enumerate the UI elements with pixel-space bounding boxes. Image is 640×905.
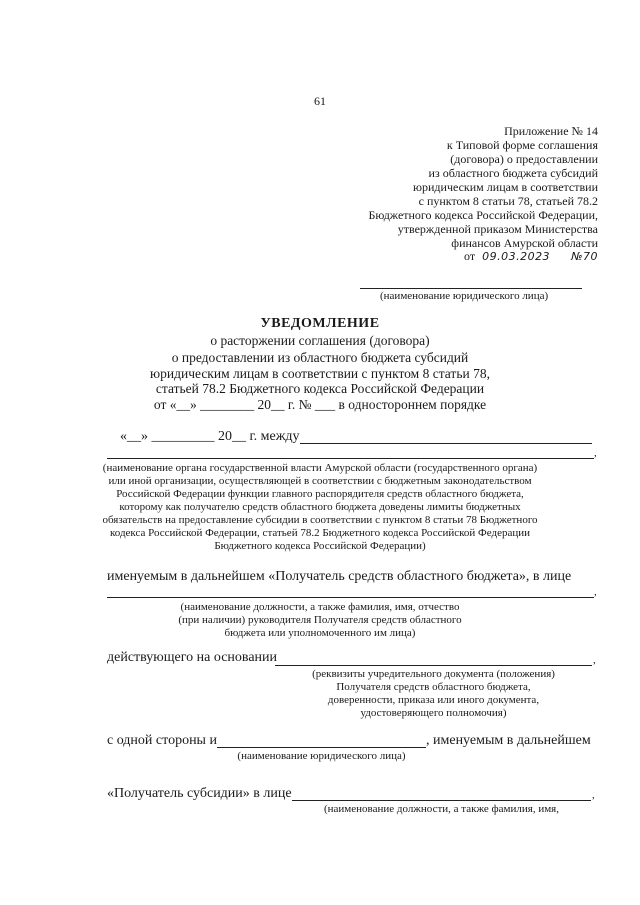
basis-caption-1: (реквизиты учредительного документа (положения) xyxy=(312,668,555,680)
authority-caption-7: Бюджетного кодекса Российской Федерации) xyxy=(214,540,426,552)
appendix-line-6: с пунктом 8 статьи 78, статьей 78.2 xyxy=(418,194,598,208)
authority-caption-1: (наименование органа государственной власти Амурской области (государственного органа) xyxy=(102,462,538,474)
authority-caption-4: которому как получателю средств областного бюджета доведены лимиты бюджетных xyxy=(119,501,521,513)
authority-caption-2: или иной организации, осуществляющей в соответствии с бюджетным законодательством xyxy=(108,475,532,487)
appendix-line-2: к Типовой форме соглашения xyxy=(446,138,598,152)
title-line-2: о предоставлении из областного бюджета субсидий xyxy=(171,350,469,365)
appendix-line-5: юридическим лицам в соответствии xyxy=(413,180,598,194)
legal-entity-caption: (наименование юридического лица) xyxy=(380,290,549,302)
appendix-line-4: из областного бюджета субсидий xyxy=(428,166,598,180)
basis-underline xyxy=(275,665,592,666)
position-comma: , xyxy=(594,586,597,598)
page-number: 61 xyxy=(314,94,326,108)
appendix-line-3: (договора) о предоставлении xyxy=(450,152,598,166)
appendix-line-1: Приложение № 14 xyxy=(504,124,598,138)
authority-caption-6: кодекса Российской Федерации, статьей 78.2 Бюджетного кодекса Российской Федерации xyxy=(109,527,530,539)
basis-comma: , xyxy=(593,654,596,666)
title-line-5: от «__» ________ 20__ г. № ___ в одностороннем порядке xyxy=(153,397,487,412)
position-underline xyxy=(107,597,594,598)
appendix-from-prefix: от xyxy=(463,249,476,263)
basis-caption-3: доверенности, приказа или иного документа, xyxy=(327,694,540,706)
title-line-1: о расторжении соглашения (договора) xyxy=(210,333,430,348)
side-suffix: , именуемым в дальнейшем xyxy=(426,733,591,748)
authority-comma: , xyxy=(594,447,597,459)
legal-entity-underline xyxy=(360,288,582,289)
subsidy-label: «Получатель субсидии» в лице xyxy=(107,786,292,801)
between-underline xyxy=(300,443,592,444)
subsidy-caption: (наименование должности, а также фамилия, имя, xyxy=(323,803,559,815)
title-line-4: статьей 78.2 Бюджетного кодекса Российской Федерации xyxy=(155,381,485,396)
appendix-line-8: утвержденной приказом Министерства xyxy=(397,222,598,236)
title-line-3: юридическим лицам в соответствии с пунктом 8 статьи 78, xyxy=(150,366,490,381)
date-between-text: «__» _________ 20__ г. между xyxy=(120,429,300,444)
side-label: с одной стороны и xyxy=(107,733,217,748)
appendix-line-9: финансов Амурской области xyxy=(451,236,598,250)
position-caption-1: (наименование должности, а также фамилия, имя, отчество xyxy=(180,601,460,613)
position-caption-3: бюджета или уполномоченного им лица) xyxy=(224,627,416,639)
authority-caption-3: Российской Федерации функции главного распорядителя средств областного бюджета, xyxy=(116,488,524,500)
authority-underline xyxy=(107,458,594,459)
recipient-text: именуемым в дальнейшем «Получатель средств областного бюджета», в лице xyxy=(107,569,572,584)
basis-caption-4: удостоверяющего полномочия) xyxy=(360,707,507,719)
position-caption-2: (при наличии) руководителя Получателя средств областного xyxy=(178,614,462,626)
subsidy-comma: , xyxy=(592,789,595,801)
handwritten-number: №70 xyxy=(571,250,598,263)
side-caption: (наименование юридического лица) xyxy=(237,750,406,762)
authority-caption-5: обязательств на предоставление субсидии в соответствии с пунктом 8 статьи 78 Бюджетного xyxy=(102,514,538,526)
basis-caption-2: Получателя средств областного бюджета, xyxy=(336,681,531,693)
subsidy-underline xyxy=(292,800,591,801)
document-title: УВЕДОМЛЕНИЕ xyxy=(260,316,380,331)
basis-label: действующего на основании xyxy=(107,650,278,665)
handwritten-date: 09.03.2023 xyxy=(482,250,551,263)
appendix-line-7: Бюджетного кодекса Российской Федерации, xyxy=(368,208,598,222)
appendix-date-line xyxy=(464,249,598,264)
side-underline xyxy=(217,747,426,748)
